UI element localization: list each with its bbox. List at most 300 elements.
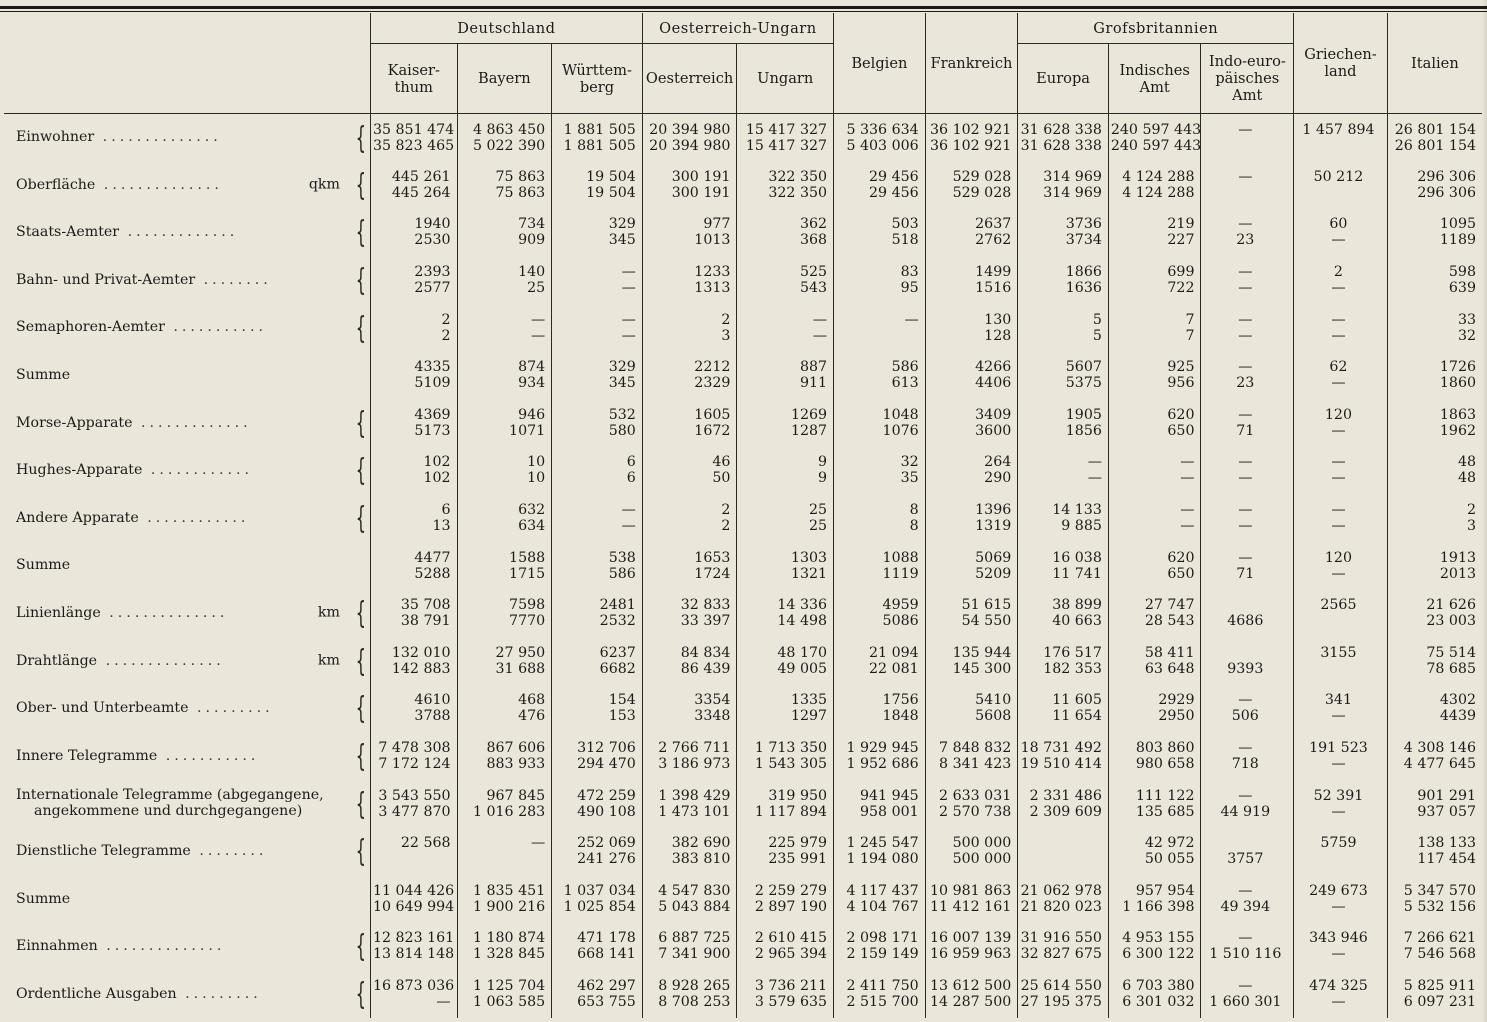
value-year-2: 71 [1236, 565, 1255, 582]
value-year-1: 51 615 [961, 597, 1012, 614]
brace-icon: { [355, 119, 366, 156]
table-cell [370, 732, 457, 780]
brace-icon: { [355, 785, 366, 822]
table-cell [1387, 637, 1482, 685]
brace-icon: { [355, 594, 366, 631]
leader-dots: ........... [157, 747, 260, 764]
table-cell [1018, 351, 1109, 399]
brace-icon: { [355, 689, 366, 726]
table-cell [1018, 161, 1109, 209]
value-year-2: 95 [900, 280, 919, 297]
table-cell [1201, 351, 1294, 399]
value-year-2: 7 [1185, 327, 1195, 344]
value-year-1: — [1331, 502, 1346, 519]
row-label [4, 637, 370, 685]
value-year-2: 20 394 980 [649, 137, 731, 154]
value-year-2: 11 741 [1052, 565, 1102, 582]
table-cell [1201, 447, 1294, 495]
table-cell [552, 447, 643, 495]
value-year-1: — [1238, 930, 1253, 947]
value-year-1: 6 703 380 [1122, 977, 1195, 994]
value-year-1: 382 690 [671, 835, 731, 852]
value-year-2: 33 397 [680, 613, 731, 630]
value-year-1: 26 801 154 [1394, 121, 1476, 138]
table-cell [642, 114, 737, 162]
value-year-1: 16 007 139 [930, 930, 1012, 947]
value-year-2 [1296, 185, 1381, 201]
value-year-2: 909 [518, 232, 546, 249]
value-year-2: 2762 [975, 232, 1012, 249]
value-year-2: 980 658 [1135, 756, 1195, 773]
value-year-2: 543 [799, 280, 828, 297]
table-cell [370, 161, 457, 209]
value-year-1: 874 [518, 359, 546, 376]
table-cell [1108, 923, 1201, 971]
table-cell [642, 732, 737, 780]
table-cell [642, 875, 737, 923]
value-year-2: 2 309 609 [1029, 803, 1102, 820]
brace-icon: { [355, 642, 366, 679]
table-cell [1018, 399, 1109, 447]
value-year-1: — [1238, 168, 1253, 185]
table-cell [834, 304, 926, 352]
value-year-1: 4 308 146 [1403, 740, 1476, 757]
value-year-1: 4959 [882, 597, 919, 614]
value-year-2: 35 823 465 [372, 137, 455, 154]
value-year-2: 28 543 [1144, 613, 1195, 630]
table-cell [834, 542, 926, 590]
table-cell [370, 923, 457, 971]
value-year-2: — [1180, 518, 1195, 535]
value-year-2: 6682 [599, 660, 636, 677]
table-cell [925, 827, 1018, 875]
value-year-2: 44 919 [1220, 803, 1271, 820]
table-cell [552, 732, 643, 780]
value-year-2 [1296, 613, 1381, 629]
value-year-2: 958 001 [859, 803, 919, 820]
table-row [4, 970, 1482, 1018]
value-year-2: 22 081 [869, 660, 919, 677]
value-year-1: — [1238, 740, 1253, 757]
value-year-1: 9 [818, 454, 828, 471]
value-year-2: 1071 [509, 422, 546, 439]
table-cell [552, 304, 643, 352]
table-cell [1108, 351, 1201, 399]
value-year-2: 722 [1167, 280, 1195, 297]
table-cell [1018, 114, 1109, 162]
value-year-1: — [1238, 977, 1253, 994]
value-year-2: — [1238, 518, 1253, 535]
value-year-1: 48 [1457, 454, 1476, 471]
value-year-1: 4302 [1439, 692, 1476, 709]
table-cell [834, 256, 926, 304]
leader-dots: ............ [142, 462, 254, 479]
value-year-2: 314 969 [1043, 184, 1102, 201]
brace-icon: { [355, 404, 366, 441]
value-year-2: 153 [608, 708, 636, 725]
value-year-1: 4 547 830 [658, 882, 731, 899]
table-cell [1387, 732, 1482, 780]
summe-label [4, 542, 370, 590]
value-year-2: 25 [808, 518, 828, 535]
table-cell [1387, 161, 1482, 209]
value-year-1: 1913 [1439, 549, 1476, 566]
value-year-1: 1756 [882, 692, 919, 709]
value-year-2: 5173 [414, 422, 451, 439]
table-row [4, 351, 1482, 399]
value-year-1: 38 899 [1052, 597, 1102, 614]
table-cell [457, 780, 552, 828]
table-row [4, 114, 1482, 162]
row-label-text: Linienlänge [16, 604, 101, 621]
value-year-2: 86 439 [680, 660, 731, 677]
value-year-1: 300 191 [671, 168, 731, 185]
value-year-1: 13 612 500 [930, 977, 1012, 994]
table-cell [737, 970, 834, 1018]
value-year-2: — [1331, 280, 1346, 297]
table-row [4, 923, 1482, 971]
row-label-text: Ordentliche Ausgaben [16, 985, 177, 1002]
value-year-1: 538 [608, 549, 636, 566]
value-year-2: 49 005 [777, 660, 828, 677]
table-cell [1294, 542, 1388, 590]
value-year-2: 5 022 390 [472, 137, 546, 154]
value-year-2: 3 186 973 [658, 756, 731, 773]
value-year-1: 734 [518, 216, 546, 233]
value-year-2 [1020, 851, 1102, 867]
table-cell [457, 685, 552, 733]
row-label-text: Innere Telegramme [16, 747, 158, 764]
col-indisches-amt: Indisches Amt [1108, 44, 1201, 114]
value-year-1: 33 [1457, 311, 1476, 328]
table-body [4, 114, 1482, 1018]
value-year-2: 2 515 700 [846, 993, 919, 1010]
table-cell [834, 827, 926, 875]
value-year-2: 78 685 [1426, 660, 1476, 677]
table-row [4, 494, 1482, 542]
value-year-2: 2329 [694, 375, 731, 392]
table-cell [1201, 923, 1294, 971]
table-cell [642, 589, 737, 637]
table-cell [925, 447, 1018, 495]
summe-label [4, 351, 370, 399]
table-cell [552, 494, 643, 542]
leader-dots: ......... [188, 700, 274, 717]
table-cell [642, 161, 737, 209]
value-year-2: 9393 [1227, 660, 1264, 677]
value-year-2: 102 [423, 470, 451, 487]
value-year-2 [1296, 138, 1381, 154]
page-edge-shadow [1482, 0, 1487, 1022]
table-cell [552, 589, 643, 637]
value-year-1: 1866 [1065, 264, 1102, 281]
value-year-1: 1 125 704 [472, 977, 546, 994]
table-cell [370, 494, 457, 542]
table-cell [642, 351, 737, 399]
table-row [4, 399, 1482, 447]
value-year-1: 135 944 [952, 644, 1012, 661]
row-label [4, 399, 370, 447]
value-year-1: 32 [900, 454, 919, 471]
value-year-2: 145 300 [952, 660, 1012, 677]
table-cell [1387, 256, 1482, 304]
table-cell [1018, 447, 1109, 495]
value-year-1: 925 [1167, 359, 1195, 376]
value-year-2: 10 [527, 470, 546, 487]
value-year-2: 1313 [694, 280, 731, 297]
table-cell [1201, 256, 1294, 304]
table-cell [1108, 161, 1201, 209]
table-cell [457, 304, 552, 352]
table-cell [457, 923, 552, 971]
value-year-2: — [1180, 470, 1195, 487]
table-row [4, 732, 1482, 780]
table-cell [457, 637, 552, 685]
value-year-1: 3409 [975, 406, 1012, 423]
table-cell [642, 923, 737, 971]
value-year-1: 50 212 [1313, 168, 1364, 185]
value-year-2: 71 [1236, 422, 1255, 439]
value-year-1: 10 981 863 [930, 882, 1012, 899]
value-year-2 [460, 851, 546, 867]
table-row [4, 161, 1482, 209]
table-cell [1018, 542, 1109, 590]
value-year-1: 14 133 [1052, 502, 1102, 519]
value-year-2: 16 959 963 [930, 946, 1012, 963]
value-year-2: 1962 [1439, 422, 1476, 439]
value-year-1: 5 336 634 [846, 121, 919, 138]
value-year-2: 27 195 375 [1020, 993, 1102, 1010]
value-year-1: 4335 [414, 359, 451, 376]
value-year-1: 20 394 980 [649, 121, 731, 138]
table-cell [1387, 447, 1482, 495]
value-year-2: 3 [721, 327, 731, 344]
table-cell [642, 637, 737, 685]
value-year-1: — [1238, 311, 1253, 328]
value-year-2: 8 708 253 [658, 993, 731, 1010]
value-year-1: 312 706 [577, 740, 636, 757]
row-label-text: Ober- und Unterbeamte [16, 700, 189, 717]
value-year-2: — [530, 327, 546, 344]
value-year-1: 2 [1333, 264, 1343, 281]
value-year-2: 1 900 216 [472, 898, 546, 915]
value-year-2: 1 194 080 [846, 851, 919, 868]
table-cell [1201, 875, 1294, 923]
table-cell [1201, 161, 1294, 209]
table-cell [737, 637, 834, 685]
value-year-2: — [621, 518, 636, 535]
table-cell [925, 494, 1018, 542]
value-year-1: 977 [703, 216, 731, 233]
value-year-1: 1 398 429 [658, 787, 731, 804]
brace-icon: { [355, 832, 366, 869]
table-cell [1018, 304, 1109, 352]
table-cell [1201, 732, 1294, 780]
value-year-1: 2 610 415 [754, 930, 828, 947]
table-cell [1294, 780, 1388, 828]
value-year-2: 1 328 845 [472, 946, 546, 963]
value-year-1: 445 261 [391, 168, 451, 185]
table-cell [834, 447, 926, 495]
row-label-text: Summe [16, 557, 71, 574]
value-year-2: 23 [1236, 375, 1255, 392]
value-year-2: 1319 [975, 518, 1012, 535]
table-cell [370, 780, 457, 828]
table-cell [834, 732, 926, 780]
value-year-1: 2 [441, 311, 451, 328]
value-year-1: 7 266 621 [1403, 930, 1476, 947]
value-year-1: 111 122 [1135, 787, 1195, 804]
table-cell [925, 161, 1018, 209]
value-year-1: 22 568 [400, 835, 451, 852]
table-cell [1018, 875, 1109, 923]
value-year-2: — [1331, 756, 1346, 773]
table-cell [737, 780, 834, 828]
table-cell [1294, 304, 1388, 352]
table-cell [1387, 114, 1482, 162]
table-row [4, 827, 1482, 875]
value-year-1 [1020, 835, 1102, 851]
value-year-1: 7 478 308 [378, 740, 451, 757]
value-year-2: 6 300 122 [1122, 946, 1195, 963]
value-year-1: 31 916 550 [1020, 930, 1102, 947]
value-year-2 [1203, 185, 1287, 201]
table-cell [642, 780, 737, 828]
table-cell [457, 114, 552, 162]
value-year-1: 102 [423, 454, 451, 471]
table-cell [1108, 447, 1201, 495]
leader-dots: .............. [97, 652, 225, 669]
value-year-1: 343 946 [1309, 930, 1368, 947]
value-year-1: 240 597 443 [1110, 121, 1202, 138]
value-year-2: 345 [608, 375, 636, 392]
table-cell [552, 923, 643, 971]
value-year-1: 2212 [694, 359, 731, 376]
table-row [4, 875, 1482, 923]
table-cell [370, 256, 457, 304]
table-cell [370, 114, 457, 162]
value-year-1: 4369 [414, 406, 451, 423]
value-year-2: 8 341 423 [939, 756, 1012, 773]
value-year-2: 1 473 101 [658, 803, 731, 820]
table-cell [1018, 256, 1109, 304]
value-year-2: — [1087, 470, 1102, 487]
table-row [4, 685, 1482, 733]
value-year-1: 1 180 874 [472, 930, 546, 947]
table-cell [1294, 685, 1388, 733]
value-year-2: 19 510 414 [1020, 756, 1102, 773]
leader-dots: ............. [132, 414, 252, 431]
value-year-1: 52 391 [1313, 787, 1364, 804]
table-cell [1201, 970, 1294, 1018]
value-year-1: 21 062 978 [1020, 882, 1102, 899]
value-year-2: 7 172 124 [378, 756, 451, 773]
value-year-2: 26 801 154 [1394, 137, 1476, 154]
value-year-1: 532 [608, 406, 636, 423]
table-cell [1294, 494, 1388, 542]
table-cell [1201, 827, 1294, 875]
value-year-2: 6 [626, 470, 636, 487]
value-year-1: — [1238, 454, 1253, 471]
value-year-2: — [1331, 470, 1346, 487]
value-year-2: 2 [721, 518, 731, 535]
value-year-2: 934 [518, 375, 546, 392]
table-cell [834, 970, 926, 1018]
value-year-1: — [1238, 787, 1253, 804]
value-year-2: 3788 [414, 708, 451, 725]
value-year-2: 9 [818, 470, 828, 487]
value-year-1: 362 [799, 216, 828, 233]
value-year-2: 14 287 500 [930, 993, 1012, 1010]
value-year-2: 240 597 443 [1110, 137, 1202, 154]
value-year-1: 58 411 [1144, 644, 1195, 661]
value-year-2: 322 350 [768, 184, 828, 201]
value-year-2 [373, 851, 451, 867]
value-year-2: 128 [984, 327, 1012, 344]
table-cell [737, 209, 834, 257]
value-year-1: 5410 [975, 692, 1012, 709]
brace-icon: { [355, 499, 366, 536]
value-year-2: 368 [799, 232, 828, 249]
value-year-1: 132 010 [391, 644, 451, 661]
value-year-2: 5 043 884 [658, 898, 731, 915]
value-year-1: 4477 [414, 549, 451, 566]
value-year-1: 2393 [414, 264, 451, 281]
value-year-2: — [1331, 422, 1346, 439]
value-year-2: 23 003 [1426, 613, 1476, 630]
value-year-2: 36 102 921 [930, 137, 1012, 154]
table-row [4, 780, 1482, 828]
table-cell [1294, 589, 1388, 637]
value-year-1: 6 887 725 [658, 930, 731, 947]
table-cell [552, 114, 643, 162]
value-year-1: 4 863 450 [472, 121, 546, 138]
value-year-1: 500 000 [952, 835, 1012, 852]
value-year-1 [1203, 597, 1287, 613]
value-year-2: 1715 [509, 565, 546, 582]
value-year-2: 3 [1466, 518, 1476, 535]
col-indo-europaeisches-amt: Indo-euro- päisches Amt [1201, 44, 1294, 114]
value-year-2: 32 827 675 [1020, 946, 1102, 963]
value-year-2: — [1331, 803, 1346, 820]
table-cell [925, 589, 1018, 637]
table-cell [1387, 209, 1482, 257]
value-year-1: 83 [900, 264, 919, 281]
value-year-1: 296 306 [1417, 168, 1476, 185]
table-cell [834, 351, 926, 399]
value-year-2: 117 454 [1417, 851, 1476, 868]
table-cell [925, 732, 1018, 780]
value-year-1: 503 [891, 216, 919, 233]
row-label-text: Hughes-Apparate [16, 462, 143, 479]
brace-icon: { [355, 213, 366, 251]
table-cell [1018, 637, 1109, 685]
value-year-1: 15 417 327 [745, 121, 828, 138]
table-cell [834, 875, 926, 923]
value-year-2: 4439 [1439, 708, 1476, 725]
value-year-2: 294 470 [577, 756, 636, 773]
value-year-1: 3354 [694, 692, 731, 709]
value-year-1: 1 881 505 [563, 121, 636, 138]
value-year-1: 2 098 171 [846, 930, 919, 947]
value-year-1: 62 [1329, 359, 1348, 376]
value-year-1: 154 [608, 692, 636, 709]
value-year-2: 182 353 [1043, 660, 1102, 677]
table-cell [1108, 970, 1201, 1018]
table-cell [737, 114, 834, 162]
value-year-2: 3 579 635 [754, 993, 828, 1010]
value-year-2: 40 663 [1052, 613, 1102, 630]
